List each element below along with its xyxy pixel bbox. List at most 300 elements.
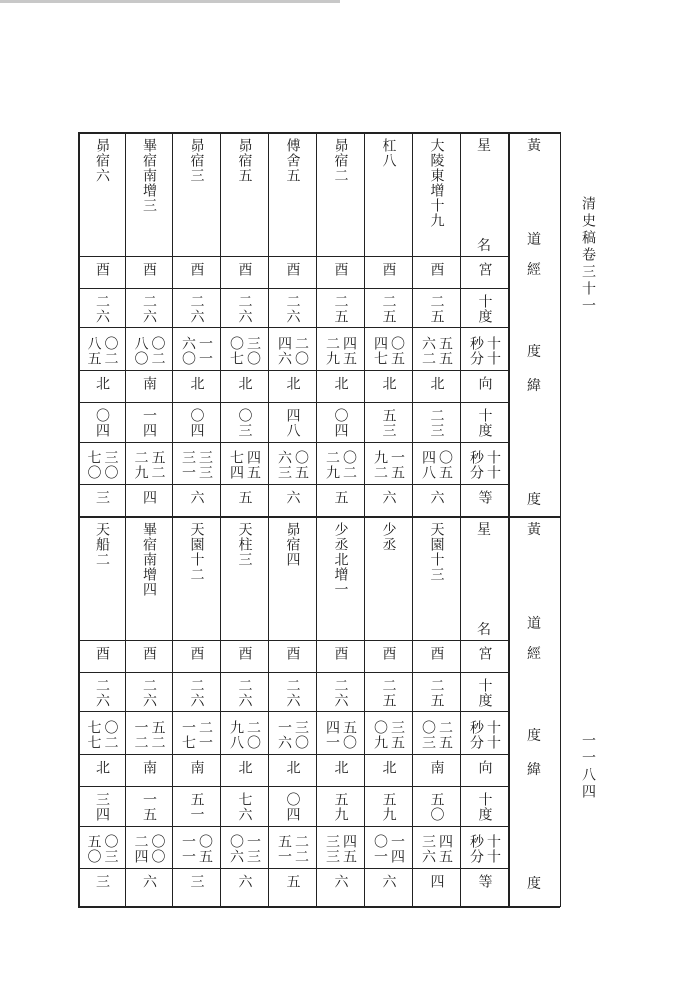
star-du-cell-text: 二六 xyxy=(188,678,205,708)
star-wfm-cell xyxy=(222,832,266,866)
star-fenmiao-cell xyxy=(80,717,123,752)
star-deng-cell xyxy=(318,490,362,514)
label-du-text: 十度 xyxy=(476,678,493,708)
star-wdu-cell xyxy=(318,792,362,824)
star-du-cell-text: 二五 xyxy=(332,294,349,324)
star-wfm-cell xyxy=(174,448,218,482)
star-wdu-cell-text: 五九 xyxy=(332,792,349,822)
star-fenmiao-cell xyxy=(174,333,218,368)
star-deng-cell xyxy=(127,874,170,904)
label-gong-text: 宮 xyxy=(476,646,493,661)
label-wdu-text: 十度 xyxy=(476,408,493,438)
label-wfm xyxy=(462,448,506,482)
star-wdu-cell xyxy=(414,792,458,824)
header-huangdao xyxy=(510,138,558,248)
star-wfm-cell xyxy=(222,448,266,482)
star-du-cell xyxy=(366,294,410,325)
star-wdu-cell-text: 五〇 xyxy=(428,792,445,822)
star-xiang-cell xyxy=(222,760,266,784)
star-fenmiao-cell-text: 〇二八〇 xyxy=(132,335,166,366)
star-xiang-cell-text: 北 xyxy=(332,760,349,775)
star-gong-cell-text: 酉 xyxy=(94,646,110,661)
star-fenmiao-cell xyxy=(222,333,266,368)
star-deng-cell-text: 五 xyxy=(284,874,301,889)
star-catalog-table xyxy=(78,132,560,906)
star-wfm-cell-text: 四五三三 xyxy=(324,834,357,864)
star-deng-cell xyxy=(174,874,218,904)
column-divider xyxy=(508,132,510,907)
star-deng-cell-text: 六 xyxy=(380,874,397,889)
star-gong-cell xyxy=(127,646,170,670)
star-du-cell-text: 二六 xyxy=(141,678,157,708)
star-deng-cell-text: 六 xyxy=(284,490,301,505)
star-xiang-cell-text: 北 xyxy=(236,376,253,391)
star-wdu-cell-text: 五九 xyxy=(380,792,397,822)
star-deng-cell-text: 四 xyxy=(428,874,445,889)
star-xiang-cell-text: 北 xyxy=(188,376,205,391)
star-wdu-cell xyxy=(270,792,314,824)
star-gong-cell-text: 酉 xyxy=(428,646,445,661)
star-xiang-cell xyxy=(414,760,458,784)
star-name-cell xyxy=(174,522,218,638)
star-wfm-cell-text: 〇二二九 xyxy=(324,450,357,480)
star-wdu-cell xyxy=(127,408,170,440)
star-wdu-cell xyxy=(270,408,314,440)
star-name-cell xyxy=(366,138,410,254)
star-name-cell-text: 天船二 xyxy=(94,522,110,567)
star-deng-cell xyxy=(270,874,314,904)
star-wfm-cell xyxy=(270,448,314,482)
star-name-cell xyxy=(80,138,123,254)
column-divider xyxy=(460,132,461,907)
star-fenmiao-cell-text: 〇二七七 xyxy=(85,719,119,750)
star-wfm-cell-text: 〇三五〇 xyxy=(85,834,119,864)
star-xiang-cell xyxy=(270,376,314,400)
header-huangdao-1: 道 xyxy=(527,232,541,248)
star-fenmiao-cell-text: 三〇〇七 xyxy=(228,335,261,366)
star-fenmiao-cell xyxy=(318,717,362,752)
star-gong-cell xyxy=(222,646,266,670)
label-wdu xyxy=(462,792,506,824)
star-deng-cell xyxy=(318,874,362,904)
star-du-cell-text: 二五 xyxy=(428,294,445,324)
star-name-cell-text: 杠八 xyxy=(380,138,397,168)
star-fenmiao-cell-text: 一一六〇 xyxy=(180,335,213,366)
star-du-cell xyxy=(318,678,362,709)
star-du-cell-text: 二六 xyxy=(94,294,110,324)
label-du xyxy=(462,678,506,709)
label-star-name xyxy=(462,522,506,638)
star-wdu-cell xyxy=(318,408,362,440)
row-divider xyxy=(78,442,508,443)
star-xiang-cell-text: 北 xyxy=(284,760,301,775)
star-xiang-cell xyxy=(366,760,410,784)
star-du-cell xyxy=(414,678,458,709)
star-wdu-cell-text: 〇四 xyxy=(94,408,110,438)
star-wfm-cell-text: 一四〇一 xyxy=(372,834,405,864)
star-wfm-cell-text: 〇五六三 xyxy=(276,450,309,480)
star-xiang-cell-text: 南 xyxy=(141,760,157,775)
label-fenmiao-text: 十十秒分 xyxy=(468,719,501,750)
star-wfm-cell-text: 二二五一 xyxy=(276,834,309,864)
star-deng-cell-text: 六 xyxy=(141,874,157,889)
star-xiang-cell xyxy=(80,376,123,400)
star-wfm-cell xyxy=(127,832,170,866)
star-deng-cell-text: 四 xyxy=(141,490,157,505)
star-name-cell xyxy=(127,138,170,254)
star-fenmiao-cell-text: 五二一二 xyxy=(132,719,166,750)
star-fenmiao-cell xyxy=(366,717,410,752)
star-wfm-cell-text: 一三〇六 xyxy=(228,834,261,864)
label-wfm-text: 十十秒分 xyxy=(468,834,501,864)
star-xiang-cell-text: 北 xyxy=(236,760,253,775)
label-du-text: 十度 xyxy=(476,294,493,324)
star-deng-cell xyxy=(222,490,266,514)
star-xiang-cell xyxy=(80,760,123,784)
star-fenmiao-cell xyxy=(222,717,266,752)
star-gong-cell-text: 酉 xyxy=(332,262,349,277)
star-gong-cell-text: 酉 xyxy=(284,646,301,661)
star-wfm-cell xyxy=(174,832,218,866)
page-number: 一一八四 xyxy=(580,733,596,801)
star-xiang-cell-text: 北 xyxy=(332,376,349,391)
column-divider xyxy=(316,132,317,907)
star-deng-cell xyxy=(174,490,218,514)
star-deng-cell xyxy=(270,490,314,514)
star-fenmiao-cell-text: 五五六二 xyxy=(420,335,453,366)
star-wdu-cell xyxy=(366,792,410,824)
row-divider xyxy=(78,288,508,289)
star-du-cell xyxy=(270,294,314,325)
star-name-cell xyxy=(174,138,218,254)
star-deng-cell-text: 五 xyxy=(236,490,253,505)
star-xiang-cell-text: 北 xyxy=(284,376,301,391)
star-gong-cell xyxy=(366,262,410,286)
row-divider xyxy=(78,826,508,827)
star-wfm-cell-text: 三三三一 xyxy=(180,450,213,480)
label-gong-text: 宮 xyxy=(476,262,493,277)
star-xiang-cell xyxy=(222,376,266,400)
star-wdu-cell xyxy=(127,792,170,824)
label-xiang xyxy=(462,760,506,784)
star-gong-cell xyxy=(366,646,410,670)
star-xiang-cell-text: 南 xyxy=(141,376,157,391)
table-bottom-border xyxy=(78,906,560,908)
star-du-cell xyxy=(366,678,410,709)
header-jing: 經 xyxy=(527,646,541,662)
star-du-cell xyxy=(222,294,266,325)
star-deng-cell xyxy=(414,490,458,514)
star-gong-cell xyxy=(222,262,266,286)
star-xiang-cell-text: 北 xyxy=(94,760,110,775)
star-du-cell-text: 二六 xyxy=(188,294,205,324)
label-star: 星 xyxy=(477,522,491,538)
star-fenmiao-cell xyxy=(270,717,314,752)
star-wfm-cell-text: 四五七四 xyxy=(228,450,261,480)
label-wfm-text: 十十秒分 xyxy=(468,450,501,480)
star-gong-cell xyxy=(174,262,218,286)
star-xiang-cell xyxy=(414,376,458,400)
star-name-cell-text: 天柱三 xyxy=(236,522,253,567)
star-wdu-cell-text: 三四 xyxy=(94,792,110,822)
row-divider xyxy=(78,327,508,328)
row-divider xyxy=(78,402,508,403)
star-gong-cell-text: 酉 xyxy=(188,646,205,661)
star-deng-cell-text: 五 xyxy=(332,490,349,505)
label-fenmiao-text: 十十秒分 xyxy=(468,335,501,366)
star-deng-cell xyxy=(366,490,410,514)
label-deng xyxy=(462,874,506,904)
star-xiang-cell-text: 南 xyxy=(188,760,205,775)
star-wdu-cell-text: 〇三 xyxy=(236,408,253,438)
star-xiang-cell xyxy=(270,760,314,784)
star-gong-cell-text: 酉 xyxy=(380,646,397,661)
star-wdu-cell-text: 〇四 xyxy=(188,408,205,438)
table-top-border xyxy=(78,132,560,134)
star-fenmiao-cell xyxy=(127,333,170,368)
header-wei: 緯 xyxy=(527,378,541,394)
label-wdu xyxy=(462,408,506,440)
star-wfm-cell xyxy=(270,832,314,866)
label-wdu-text: 十度 xyxy=(476,792,493,822)
star-name-cell-text: 少丞 xyxy=(380,522,397,552)
star-wfm-cell xyxy=(318,448,362,482)
star-xiang-cell-text: 南 xyxy=(428,760,445,775)
star-fenmiao-cell-text: 三五〇九 xyxy=(372,719,405,750)
star-du-cell xyxy=(127,294,170,325)
star-name-cell xyxy=(222,522,266,638)
star-fenmiao-cell xyxy=(414,333,458,368)
header-wei: 緯 xyxy=(527,762,541,778)
star-wfm-cell xyxy=(80,832,123,866)
header-huangdao-0: 黃 xyxy=(527,138,541,154)
star-fenmiao-cell-text: 二〇四六 xyxy=(276,335,309,366)
star-name-cell-text: 少丞北增一 xyxy=(332,522,349,597)
header-huangdao-1: 道 xyxy=(527,616,541,632)
column-divider xyxy=(364,132,365,907)
label-ming: 名 xyxy=(477,622,491,638)
star-gong-cell xyxy=(174,646,218,670)
star-fenmiao-cell xyxy=(366,333,410,368)
star-fenmiao-cell-text: 〇五四七 xyxy=(372,335,405,366)
star-xiang-cell-text: 北 xyxy=(380,760,397,775)
star-gong-cell xyxy=(80,262,123,286)
star-name-cell xyxy=(414,138,458,254)
label-deng-text: 等 xyxy=(476,490,493,505)
star-name-cell-text: 昴宿六 xyxy=(94,138,110,183)
row-divider xyxy=(78,640,508,641)
column-divider xyxy=(125,132,126,907)
column-divider xyxy=(560,132,561,907)
running-head: 清史稿卷三十一 xyxy=(580,196,596,315)
star-name-cell xyxy=(414,522,458,638)
star-gong-cell-text: 酉 xyxy=(284,262,301,277)
star-wfm-cell xyxy=(127,448,170,482)
star-fenmiao-cell xyxy=(270,333,314,368)
star-wdu-cell xyxy=(80,792,123,824)
row-divider xyxy=(78,754,508,755)
star-wfm-cell-text: 〇五四八 xyxy=(420,450,453,480)
star-gong-cell-text: 酉 xyxy=(236,646,253,661)
star-fenmiao-cell xyxy=(414,717,458,752)
star-gong-cell-text: 酉 xyxy=(94,262,110,277)
star-gong-cell-text: 酉 xyxy=(428,262,445,277)
star-name-cell xyxy=(270,522,314,638)
header-jing: 經 xyxy=(527,262,541,278)
star-deng-cell-text: 三 xyxy=(188,874,205,889)
star-wdu-cell xyxy=(174,792,218,824)
star-du-cell-text: 二六 xyxy=(141,294,157,324)
star-name-cell xyxy=(270,138,314,254)
star-du-cell-text: 二五 xyxy=(380,294,397,324)
star-du-cell-text: 二五 xyxy=(380,678,397,708)
scan-edge-line xyxy=(0,0,340,3)
star-deng-cell xyxy=(80,490,123,514)
star-wfm-cell xyxy=(414,448,458,482)
header-huangdao xyxy=(510,522,558,632)
star-du-cell xyxy=(80,678,123,709)
header-du-1: 度 xyxy=(527,344,541,360)
star-wdu-cell-text: 二三 xyxy=(428,408,445,438)
star-du-cell xyxy=(174,678,218,709)
star-fenmiao-cell xyxy=(80,333,123,368)
label-deng xyxy=(462,490,506,514)
star-gong-cell xyxy=(270,646,314,670)
star-deng-cell-text: 六 xyxy=(236,874,253,889)
star-du-cell xyxy=(127,678,170,709)
star-gong-cell-text: 酉 xyxy=(236,262,253,277)
row-divider xyxy=(78,484,508,485)
star-deng-cell-text: 六 xyxy=(332,874,349,889)
star-fenmiao-cell-text: 三〇一六 xyxy=(276,719,309,750)
star-deng-cell xyxy=(222,874,266,904)
star-name-cell-text: 昴宿三 xyxy=(188,138,205,183)
star-xiang-cell xyxy=(174,760,218,784)
label-star: 星 xyxy=(477,138,491,154)
star-wfm-cell-text: 一五九二 xyxy=(372,450,405,480)
star-xiang-cell-text: 北 xyxy=(428,376,445,391)
star-name-cell xyxy=(222,138,266,254)
row-divider xyxy=(78,672,508,673)
star-du-cell-text: 二六 xyxy=(284,678,301,708)
star-wfm-cell-text: 四五三六 xyxy=(420,834,453,864)
star-deng-cell xyxy=(414,874,458,904)
star-fenmiao-cell-text: 四五二九 xyxy=(324,335,357,366)
star-deng-cell-text: 三 xyxy=(94,874,110,889)
star-wdu-cell-text: 〇四 xyxy=(332,408,349,438)
label-ming: 名 xyxy=(477,238,491,254)
column-divider xyxy=(268,132,269,907)
star-deng-cell-text: 三 xyxy=(94,490,110,505)
star-name-cell xyxy=(127,522,170,638)
star-du-cell-text: 二六 xyxy=(236,678,253,708)
header-du-1: 度 xyxy=(527,728,541,744)
label-xiang-text: 向 xyxy=(476,760,493,775)
star-gong-cell xyxy=(127,262,170,286)
star-du-cell-text: 二六 xyxy=(236,294,253,324)
row-divider xyxy=(78,370,508,371)
star-deng-cell-text: 六 xyxy=(188,490,205,505)
star-wfm-cell-text: 〇〇二四 xyxy=(132,834,166,864)
star-fenmiao-cell xyxy=(127,717,170,752)
star-gong-cell-text: 酉 xyxy=(380,262,397,277)
header-du-2: 度 xyxy=(527,876,541,892)
label-gong xyxy=(462,262,506,286)
column-divider xyxy=(412,132,413,907)
column-divider xyxy=(172,132,173,907)
star-fenmiao-cell xyxy=(174,717,218,752)
label-fenmiao xyxy=(462,333,506,368)
star-wdu-cell-text: 五三 xyxy=(380,408,397,438)
star-gong-cell xyxy=(270,262,314,286)
star-xiang-cell xyxy=(127,760,170,784)
star-wdu-cell-text: 四八 xyxy=(284,408,301,438)
star-deng-cell xyxy=(127,490,170,514)
star-deng-cell-text: 六 xyxy=(428,490,445,505)
star-gong-cell-text: 酉 xyxy=(332,646,349,661)
row-divider xyxy=(78,711,508,712)
label-wfm xyxy=(462,832,506,866)
star-wfm-cell-text: 五二二九 xyxy=(132,450,166,480)
star-xiang-cell xyxy=(318,376,362,400)
star-gong-cell xyxy=(318,262,362,286)
star-wfm-cell xyxy=(414,832,458,866)
row-divider xyxy=(78,868,508,869)
star-wfm-cell xyxy=(366,448,410,482)
star-fenmiao-cell-text: 二〇九八 xyxy=(228,719,261,750)
star-du-cell-text: 二六 xyxy=(332,678,349,708)
star-name-cell-text: 傅舍五 xyxy=(284,138,301,183)
star-xiang-cell xyxy=(318,760,362,784)
star-wdu-cell-text: 五一 xyxy=(188,792,205,822)
star-deng-cell-text: 六 xyxy=(380,490,397,505)
star-xiang-cell xyxy=(127,376,170,400)
star-name-cell-text: 大陵東增十九 xyxy=(428,138,445,228)
star-gong-cell xyxy=(414,262,458,286)
star-wfm-cell-text: 三〇七〇 xyxy=(85,450,119,480)
label-xiang xyxy=(462,376,506,400)
star-gong-cell-text: 酉 xyxy=(188,262,205,277)
star-fenmiao-cell-text: 〇二八五 xyxy=(85,335,119,366)
star-fenmiao-cell-text: 二一一七 xyxy=(180,719,213,750)
star-name-cell-text: 畢宿南增三 xyxy=(141,138,157,213)
star-du-cell xyxy=(270,678,314,709)
star-name-cell-text: 畢宿南增四 xyxy=(141,522,157,597)
label-du xyxy=(462,294,506,325)
star-name-cell xyxy=(366,522,410,638)
star-du-cell-text: 二五 xyxy=(428,678,445,708)
star-du-cell xyxy=(80,294,123,325)
label-deng-text: 等 xyxy=(476,874,493,889)
star-gong-cell-text: 酉 xyxy=(141,262,157,277)
star-deng-cell xyxy=(80,874,123,904)
star-wdu-cell-text: 一四 xyxy=(141,408,157,438)
star-wdu-cell xyxy=(174,408,218,440)
star-name-cell-text: 天園十二 xyxy=(188,522,205,582)
star-wdu-cell xyxy=(80,408,123,440)
star-wfm-cell xyxy=(80,448,123,482)
star-du-cell xyxy=(414,294,458,325)
star-wfm-cell xyxy=(366,832,410,866)
star-wfm-cell-text: 〇五一一 xyxy=(180,834,213,864)
star-fenmiao-cell xyxy=(318,333,362,368)
star-xiang-cell-text: 北 xyxy=(380,376,397,391)
star-name-cell xyxy=(318,138,362,254)
star-xiang-cell xyxy=(366,376,410,400)
star-du-cell-text: 二六 xyxy=(284,294,301,324)
star-name-cell-text: 昴宿五 xyxy=(236,138,253,183)
star-wdu-cell-text: 一五 xyxy=(141,792,157,822)
